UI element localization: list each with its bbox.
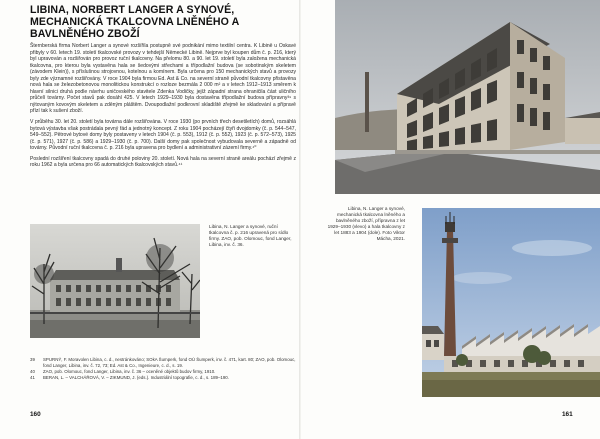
photo-preparation-building — [335, 0, 600, 194]
paragraph-3: Poslední rozšíření tkalcovny spadá do druhé poloviny 20. století. Nová hala na severní straně areálu pochází zřejmě z roku 1962 a byla určena pro 66 automatických tkalcovských stavů.⁴¹ — [30, 155, 296, 169]
section-title: LIBINA, NORBERT LANGER A SYNOVÉ, MECHANICKÁ TKALCOVNA LNĚNÉHO A BAVLNĚNÉHO ZBOŽÍ — [30, 4, 239, 40]
photo-caption-right: Libina, N. Langer a synové, mechanická tkalcovna lněného a bavlněného zboží, přípravna z let 1929–1930 (vlevo) a hala tkalcovny z let 1883 a 1904 (dole). Foto Viktor Mácha, 2021. — [327, 206, 405, 242]
footnote-number: 41 — [30, 375, 35, 380]
footnote-number: 40 — [30, 369, 35, 374]
page-number-right: 161 — [562, 411, 573, 418]
body-text — [30, 43, 296, 173]
footnote-text: SPURNÝ, F. Moravolen Libina, c. d., nestránkováno; SOkA Šumperk, fond OÚ Šumperk, inv. č. 471, kart. 80; ZAO, pob. Olomouc, fond Langer, Libina, inv. č. 72, 73; Ed. Ast & Co., Ingenieure, c. d., s. 19. — [43, 357, 296, 368]
footnote — [30, 357, 296, 369]
footnotes — [30, 357, 296, 381]
historic-photo-handweaving-mill — [30, 224, 200, 338]
photo-chimney-and-weaving-hall — [422, 208, 600, 397]
footnote — [30, 375, 296, 381]
footnote-number: 39 — [30, 357, 35, 362]
footnote-text: BERAN, L. – VALCHÁŘOVÁ, V. – ZIKMUND, J. (eds.). Industriální topografie, c. d., s. 189–190. — [43, 375, 229, 380]
page-number-left: 160 — [30, 411, 41, 418]
paragraph-1: Šternberská firma Norbert Langer a synové rozšířila postupně své podnikání mimo textilní centra. K Libině u Oskavé přibyly v 60. letech 19. století tkalcovské provozy v tehdejší Německé Libině. Nejprve byl koupen dům č. p. 216, který byl upravován a rozšiřován pro provoz ruční tkalcovny. Na přelomu 80. a 90. let 19. století byla založena mechanická tkalcovna, pro kterou byla vystavěna hala se šedovými střechami a třípodlažní budova (se sobotinským skeletem (závodem Klein)), s příslušnou strojovnou, kotelnou a komínem. Byla určena pro 150 mechanických stavů a provozy byly zde významné rozšiřovány. V roce 1904 byla firmou Ed. Ast & Co. na severní straně původní tkalcovny přistavěna nová hala se železobetonovou monolitickou konstrukcí o rozloze bezmála 2 000 m² a v letech 1912–1913 směrem k hlavní silnici druhá podle návrhu uničovského stavitele Zdenka Vodičky, jejíž západní strana ohraničila část uličního průčelí továrny. Počet stavů pak dosáhl 425. V letech 1929–1930 byla dostavěna třípodlažní budova přípravny³⁹ s nýtovaným kovovým skeletem a zděným pláštěm. Dvoupodlažní podkrovní skladiště zřejmě ke skladování a přípravě přízí tak k sušení zboží. — [30, 43, 296, 115]
photo-caption-left: Libina, N. Langer a synové, ruční tkalcovna č. p. 216 upravená pro sídlo firmy. ZAO, pob. Olomouc, fond Langer, Libina, inv. č. 36. — [209, 224, 292, 248]
page-gutter — [299, 0, 301, 439]
paragraph-2: V průběhu 30. let 20. století byla továrna dále rozšiřována. V roce 1930 (po prvních třech desetiletích) domů, rozsáhlá bytová výstavba však postrádala pevný řád a jednotný koncept. Z roku 1904 pocházejí čtyři dvojdomky (č. p. 544–547, 549–552). Pětrové bytové domy byly postaveny v letech 1904 (č. p. 553), 1912 (č. p. 552), 1923 (č. p. 572–573), 1925 (č. p. 571), 1927 (č. p. 586) a 1929–1930 (č. p. 700). Další domy pak společnost vybudovala severně a západně od továrny. Původní ruční tkalcovna č. p. 216 byla upravena pro bydlení a administrativní zázemí firmy.⁴⁰ — [30, 119, 296, 152]
footnote-text: ZAO, pob. Olomouc, fond Langer, Libina, inv. č. 36 – oceněné objektů budov firmy, 1910. — [43, 369, 216, 374]
historic-photo-image — [30, 224, 200, 338]
preparation-building-image — [335, 0, 600, 194]
chimney-and-weaving-hall-image — [422, 208, 600, 397]
